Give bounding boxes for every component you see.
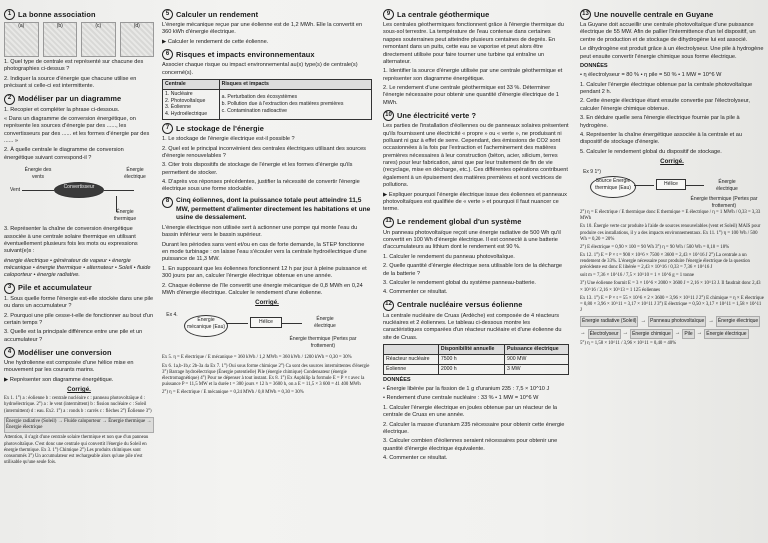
diagram-bottom-label: Énergie thermique <box>113 209 137 222</box>
question: 3. En déduire quelle sera l'énergie électrique fournie par la pile à hydrogène. <box>580 115 740 129</box>
section-number: 1 <box>4 9 15 20</box>
table-cell: Réacteur nucléaire <box>384 354 439 364</box>
section-number: 10 <box>383 110 394 121</box>
diagram-ex-label: Ex 9 1°) <box>583 169 601 176</box>
correction-chain: Énergie radiative (Soleil) → Fluide caloporteur → Énergie thermique → Énergie électrique <box>4 417 154 434</box>
question: 1. Calculer l'énergie électrique en joules obtenue par un réacteur de la centrale de Cruas en une année. <box>383 404 557 419</box>
photo-a: (a) <box>4 22 39 57</box>
question: 2. Calculer la masse d'uranium 235 nécessaire pour obtenir cette énergie électrique. <box>383 421 565 435</box>
section-title: Le stockage de l'énergie <box>176 123 264 133</box>
arrow <box>22 190 54 191</box>
question: 1. Le stockage de l'énergie électrique est-il possible ? <box>162 136 295 143</box>
correction-title: Corrigé. <box>660 158 684 165</box>
exercise-text: Les centrales géothermiques fonctionnent grâce à l'énergie thermique du sous-sol terrestre. La température de l'eau contenue dans certaines nappes souterraines peut atteindre plusieurs centaines de degrés. En remontant dans un puits, cette eau se vaporise et peut alors être directement utilisée pour faire tourner une turbine qui entraîne un alternateur. <box>383 22 564 65</box>
chain-item: Énergie électrique <box>716 316 760 327</box>
question: 5. Calculer le rendement global du dispositif de stockage. <box>580 148 722 155</box>
table-row <box>384 354 569 364</box>
exercise-text: Les parties de l'installation d'éoliennes ou de panneaux solaires présentent qu'ils fournissent une électricité « propre » ou « verte », ne produisant ni polluant ni gaz à effet de serre. Cependant, des émissions de CO2 sont occasionnées à la fois par l'extraction et l'acheminement des matières premières nécessaires à leur construction (béton, acier, silicium, terres rares) pour leur fabrication, ainsi que par leur traitement de fin de vie (recyclage, mise en décharge, etc.). Ces différentes opérations contribuent également à un épuisement des matières premières et sont vectrices de pollutions. <box>383 123 569 189</box>
chain-item: Énergie électrique <box>704 329 748 340</box>
hydrogen-chain <box>580 316 764 339</box>
correction-text: Ex 13. 1°) E = P × t = 55 × 10^6 × 2 × 3600 = 3,96 × 10^11 J 2°) E chimique = η × E électrique = 0,80 × 3,96 × 10^11 = 3,17 × 10^11 J 3°) E électrique = 0,50 × 3,17 × 10^11 = 1,58 × 10^11 J <box>580 295 764 313</box>
diagram-source: Source Énergie thermique (Eau) <box>590 176 636 198</box>
question: 2. Cette énergie électrique étant ensuite convertie par l'électrolyseur, calculer l'énergie chimique obtenue. <box>580 98 750 112</box>
question: 1. Calculer le rendement du panneau photovoltaïque. <box>383 253 515 260</box>
chain-item: Pile <box>682 329 694 340</box>
centrale-item: 1. Nucléaire <box>165 90 193 97</box>
section-title: Modéliser par un diagramme <box>18 94 122 104</box>
correction-text: Ex 10. Énergie verte car produite à l'aide de sources renouvelables (vent et Soleil) MAIS pour produire ces installations, il y a des impacts environnementaux. Ex 11. 1°) η = 100 Wh / 500 Wh = 0,20 = 20% <box>580 224 761 242</box>
table-cell: Éolienne <box>384 364 439 374</box>
diagram-converter: Hélice <box>656 179 686 190</box>
diagram-losses: Énergie thermique (Pertes par frottement) <box>289 336 357 350</box>
section-number: 11 <box>383 217 394 228</box>
chain-item: Énergie radiative (Soleil) <box>580 316 638 327</box>
section-7-header <box>162 123 372 134</box>
risk-item: a. Perturbation des écosystèmes <box>221 94 298 101</box>
section-number: 12 <box>383 300 394 311</box>
correction-text: Ex 12. 1°) E = P × t = 900 × 10^6 × 7500 × 3600 = 2,43 × 10^16 J 2°) La centrale a un rendement de 33%. L'énergie nécessaire pour produire l'énergie électrique de la question précédente est donc E libérée = 2,43 × 10^16 / 0,33 = 7,36 × 10^16 J <box>580 252 750 271</box>
section-number: 8 <box>162 197 173 208</box>
arrow-icon: → <box>640 317 647 324</box>
diagram-converter: Convertisseur <box>54 182 104 198</box>
fill-in-text: « Dans un diagramme de conversion énergétique, on représente les sources d'énergie par des ......, les convertisseurs par des ...... et les formes d'énergie par des ...... » <box>4 115 150 144</box>
question: 4. Représenter la chaîne énergétique associée à la centrale et au dispositif de stockage d'énergie. <box>580 131 743 146</box>
data-line: • Rendement d'une centrale nucléaire : 33 % • 1 MW = 10^6 W <box>383 395 539 402</box>
section-2-header <box>4 94 154 105</box>
section-number: 13 <box>580 9 591 20</box>
correction-title: Corrigé. <box>67 386 91 394</box>
section-9-header <box>383 9 569 20</box>
section-8-header <box>162 197 372 223</box>
geothermal-diagram <box>580 168 764 208</box>
exercise-task: ▶ Expliquer pourquoi l'énergie électrique issue des éoliennes et panneaux photovoltaïques est qualifiée de « verte » et pourquoi il faut nuancer ce terme. <box>383 191 567 213</box>
correction-text: 3°) Une éolienne fournit E = 3 × 10^6 × 2000 × 3600 J = 2,16 × 10^13 J. Il faudrait donc 2,43 × 10^16 / 2,16 × 10^13 = 1 125 éoliennes <box>580 281 761 293</box>
section-1-header <box>4 9 154 20</box>
chain-item: Panneau photovoltaïque <box>648 316 706 327</box>
question: 1. Quel type de centrale est représenté sur chacune des photographies ci-dessus ? <box>4 59 144 73</box>
correction-text: 2°) E électrique = 0,90 × 100 = 90 Wh 3°) η = 90 Wh / 500 Wh = 0,18 = 18% <box>580 244 730 250</box>
section-title: Risques et impacts environnementaux <box>176 49 315 59</box>
data-line: • η électrolyseur = 80 % • η pile = 50 % • 1 MW = 10^6 W <box>580 72 722 79</box>
chain-item: Énergie chimique <box>630 329 673 340</box>
hydrolienne-diagram <box>162 309 372 353</box>
correction-text: soit m = 7,36 × 10^16 / 7,5 × 10^10 = 1 × 10^6 g = 1 tonne <box>580 273 694 279</box>
arrow <box>104 190 134 191</box>
correction-text: 2°) η = E électrique / E mécanique = 0,24 MWh / 0,8 MWh = 0,30 = 30% <box>162 390 304 396</box>
exercise-text: L'énergie mécanique reçue par une éolienne est de 1,2 MWh. Elle la convertit en 360 kWh d'énergie électrique. <box>162 22 363 36</box>
question: 4. Commenter ce résultat. <box>383 455 448 462</box>
correction-text: 2°) η = E électrique / E thermique donc E thermique = E électrique / η = 1 MWh / 0,33 = 3,33 MWh <box>580 210 761 222</box>
chain-item: Électrolyseur <box>588 329 621 340</box>
section-4-header <box>4 347 154 358</box>
table-cell: 2000 h <box>438 364 504 374</box>
table-header: Risques et impacts <box>219 79 371 89</box>
diagram-output: Énergie électrique <box>716 179 738 192</box>
exercise-text: Un panneau photovoltaïque reçoit une énergie radiative de 500 Wh qu'il convertit en 100 Wh d'énergie électrique. Il est connecté à une batterie d'accumulateurs au lithium dont le rendement est 90 %. <box>383 229 561 251</box>
question: 3. Représenter la chaîne de conversion énergétique associée à une centrale solaire thermique en utilisant éventuellement plusieurs fois les mots ou expressions suivant(e)s : <box>4 226 138 255</box>
section-13-header <box>580 9 764 20</box>
question: 3. Quelle est la principale différence entre une pile et un accumulateur ? <box>4 329 143 343</box>
question: 1. Calculer l'énergie électrique obtenue par la centrale photovoltaïque pendant 2 h. <box>580 81 753 95</box>
section-number: 6 <box>162 49 173 60</box>
correction-text: Ex 1. 1°) a : éolienne b : centrale nucléaire c : panneau photovoltaïque d : hydroélectrique. 2°) a : le vent (intermittent) b : fission nucléaire c : Soleil (intermittent) d : eau. Ex2. 1°) a : ronds b : carrés c : flèches 2°) Éolienne 3°) <box>4 396 152 414</box>
diagram-output: Énergie électrique <box>314 316 336 330</box>
question: 2. Le rendement d'une centrale géothermique est 33 %. Déterminer l'énergie nécessaire pour obtenir une quantité d'énergie électrique de 1 MWh. <box>383 85 559 106</box>
table-header: Puissance électrique <box>505 345 569 355</box>
correction-text: Ex 5. η = E électrique / E mécanique = 360 kWh / 1,2 MWh = 360 kWh / 1200 kWh = 0,30 = 30% <box>162 355 352 361</box>
question: 1. Identifier la source d'énergie utilisée par une centrale géothermique et représenter son diagramme énergétique. <box>383 68 563 82</box>
risk-table <box>162 79 372 120</box>
exercise-text: Durant les périodes sans vent et/ou en cas de forte demande, la STEP fonctionne en mode turbinage : on laisse l'eau s'écouler vers la centrale hydroélectrique d'une puissance de 11,3 MW. <box>162 241 367 263</box>
centrale-item: 3. Éolienne <box>165 104 191 111</box>
section-number: 5 <box>162 9 173 20</box>
question: 2. Pourquoi une pile cesse-t-elle de fonctionner au bout d'un certain temps ? <box>4 312 154 326</box>
table-cell: 900 MW <box>505 354 569 364</box>
section-number: 9 <box>383 9 394 20</box>
exercise-text: Une hydrolienne est composée d'une hélice mise en mouvement par les courants marins. <box>4 360 134 374</box>
arrow <box>282 323 302 324</box>
section-title: Pile et accumulateur <box>18 283 92 293</box>
diagram-converter: Hélice <box>250 317 282 328</box>
word-list: énergie électrique • générateur de vapeur • énergie mécanique • énergie thermique • alternateur • Soleil • fluide caloporteur • énergie radiative. <box>4 257 151 279</box>
arrow-icon: → <box>622 330 629 337</box>
column-4 <box>580 6 764 349</box>
section-3-header <box>4 283 154 294</box>
photo-d: (d) <box>120 22 155 57</box>
diagram-source: Énergie mécanique (Eau) <box>184 315 228 337</box>
section-number: 2 <box>4 94 15 105</box>
table-cell: 7500 h <box>438 354 504 364</box>
centrale-item: 4. Hydroélectrique <box>165 111 208 118</box>
diagram-losses: Énergie thermique (Pertes par frottement) <box>690 196 758 209</box>
section-title: Cinq éoliennes, dont la puissance totale peut atteindre 11,5 MW, permettent d'alimenter directement les habitations et une usine de dessalement. <box>176 196 371 222</box>
question: 2. Quelle quantité d'énergie électrique sera utilisable lors de la décharge de la batterie ? <box>383 263 562 277</box>
exercise-text: La Guyane doit accueillir une centrale photovoltaïque d'une puissance électrique de 55 MW. Afin de pallier l'intermittence d'un tel dispositif, un centre de production et de stockage de dihydrogène lui est associé. <box>580 22 756 43</box>
correction-text: 5°) η = 1,58 × 10^11 / 3,96 × 10^11 = 0,40 = 40% <box>580 341 677 347</box>
arrow-icon: → <box>580 330 586 337</box>
section-title: Centrale nucléaire versus éolienne <box>397 300 523 310</box>
section-number: 4 <box>4 347 15 358</box>
table-header: Centrale <box>163 79 220 89</box>
column-3 <box>383 6 569 464</box>
question: 2. Quel est le principal inconvénient des centrales électriques utilisant des sources d'énergie renouvelables ? <box>162 145 366 159</box>
section-title: Modéliser une conversion <box>18 347 112 357</box>
section-10-header <box>383 110 569 121</box>
correction-text: Ex 6. 1a,b-1b,c 2b-3a 4a Ex 7. 1°) Oui sous forme chimique 2°) Ca sont des sources intermittentes d'énergie 3°) Barrage hydroélectrique (Énergie potentielle) Pile (énergie chimique) Condensateur (énergie électromagnétique) 4°) Pour ne dépenser à tout instant. Ex 8. 1°) Ex Auphilip la formule E = P × t avec la puissance P = 11,5 MW et la durée t = 300 jours × 12 h = 3600 h, on a E = 11,5 × 3 600 = 41 400 MWh <box>162 363 370 387</box>
exercise-text: L'énergie électrique non utilisée sert à actionner une pompe qui monte l'eau du bassin inférieur vers le bassin supérieur. <box>162 224 358 239</box>
photo-b: (b) <box>43 22 78 57</box>
exercise-text: Le dihydrogène est produit grâce à un électrolyseur. Une pile à hydrogène peut ensuite convertir l'énergie chimique sous forme électrique. <box>580 46 764 60</box>
exercise-task: ▶ Représenter son diagramme énergétique. <box>4 376 114 383</box>
arrow-icon: → <box>696 330 703 337</box>
exercise-text: La centrale nucléaire de Cruas (Ardèche) est composée de 4 réacteurs nucléaires et 2 éoliennes. Le tableau ci-dessous montre les caractéristiques comparées d'un réacteur nucléaire et d'une éolienne du site de Cruas. <box>383 312 562 341</box>
section-title: Une électricité verte ? <box>397 110 477 120</box>
column-2 <box>162 6 372 398</box>
table-cell <box>219 89 371 119</box>
section-title: Calculer un rendement <box>176 9 259 19</box>
question: 1. Recopier et compléter la phrase ci-dessous. <box>4 106 120 113</box>
section-title: Le rendement global d'un système <box>397 217 522 227</box>
table-cell: 3 MW <box>505 364 569 374</box>
table-cell <box>163 89 220 119</box>
section-6-header <box>162 49 372 60</box>
conversion-diagram <box>4 164 154 224</box>
section-number: 7 <box>162 123 173 134</box>
question: 3. Citer trois dispositifs de stockage de l'énergie et les formes d'énergie qu'ils permettent de stocker. <box>162 162 353 176</box>
question: 3. Calculer le rendement global du système panneau-batterie. <box>383 279 536 286</box>
arrow <box>634 185 654 186</box>
section-title: Une nouvelle centrale en Guyane <box>594 9 714 19</box>
column-1 <box>4 6 154 468</box>
section-number: 3 <box>4 283 15 294</box>
diagram-ex-label: Ex 4. <box>166 312 178 319</box>
question: 1. En supposant que les éoliennes fonctionnent 12 h par jour à pleine puissance et 300 jours par an, calculer l'énergie électrique obtenue en une année. <box>162 265 367 280</box>
question: 2. Chaque éolienne de l'île convertit une énergie mécanique de 0,8 MWh en 0,24 MWh d'énergie électrique. Calculer le rendement d'une éolienne. <box>162 282 363 296</box>
diagram-vent-label: Vent <box>9 187 20 194</box>
table-header: Disponibilité annuelle <box>438 345 504 355</box>
photo-row <box>4 22 154 57</box>
exercise-text: Associer chaque risque ou impact environnemental au(x) type(s) de centrale(s) concerné(s). <box>162 62 358 76</box>
section-5-header <box>162 9 372 20</box>
exercise-task: ▶ Calculer le rendement de cette éolienne. <box>162 38 269 45</box>
photo-c: (c) <box>81 22 116 57</box>
section-title: La centrale géothermique <box>397 9 490 19</box>
question: 4. D'après vos réponses précédentes, justifier la nécessité de convertir l'énergie électrique sous une forme stockable. <box>162 179 360 193</box>
risk-item: b. Pollution due à l'extraction des matières premières <box>221 101 344 108</box>
data-line: • Énergie libérée par la fission de 1 g d'uranium 235 : 7,5 × 10^10 J <box>383 386 550 393</box>
diagram-left-label: Énergie des vents <box>24 167 52 180</box>
comparison-table <box>383 344 569 375</box>
section-12-header <box>383 300 569 311</box>
diagram-right-label: Énergie électrique <box>124 167 146 180</box>
correction-text: Attention, il s'agit d'une centrale solaire thermique et non que d'un panneau photovoltaïque. C'est donc une centrale qui convertit l'énergie du Soleil en énergie thermique. Ex 3. 1°) Chimique 2°) Les produits chimiques sont consommés 3°) Un accumulateur est rechargeable alors qu'une pile n'est utilisable qu'une seule fois. <box>4 435 149 465</box>
data-heading: DONNÉES <box>580 62 608 69</box>
question: 2. À quelle centrale le diagramme de conversion énergétique suivant correspond-il ? <box>4 147 124 161</box>
arrow-icon: → <box>708 317 714 324</box>
arrow-icon: → <box>674 330 681 337</box>
arrow <box>226 323 248 324</box>
table-header <box>384 345 439 355</box>
arrow <box>686 185 704 186</box>
question: 3. Calculer combien d'éoliennes seraient nécessaires pour obtenir une quantité d'énergie électrique équivalente. <box>383 438 558 452</box>
table-row <box>384 364 569 374</box>
section-title: La bonne association <box>18 9 96 19</box>
correction-title: Corrigé. <box>255 299 279 307</box>
centrale-item: 2. Photovoltaïque <box>165 97 206 104</box>
question: 2. Indiquer la source d'énergie que chacune utilise en précisant si celle-ci est intermittente. <box>4 75 137 90</box>
data-heading: DONNÉES <box>383 376 411 383</box>
risk-item: c. Contamination radioactive <box>221 107 288 114</box>
question: 4. Commenter ce résultat. <box>383 289 448 296</box>
section-11-header <box>383 217 569 228</box>
question: 1. Sous quelle forme l'énergie est-elle stockée dans une pile ou dans un accumulateur ? <box>4 295 154 310</box>
